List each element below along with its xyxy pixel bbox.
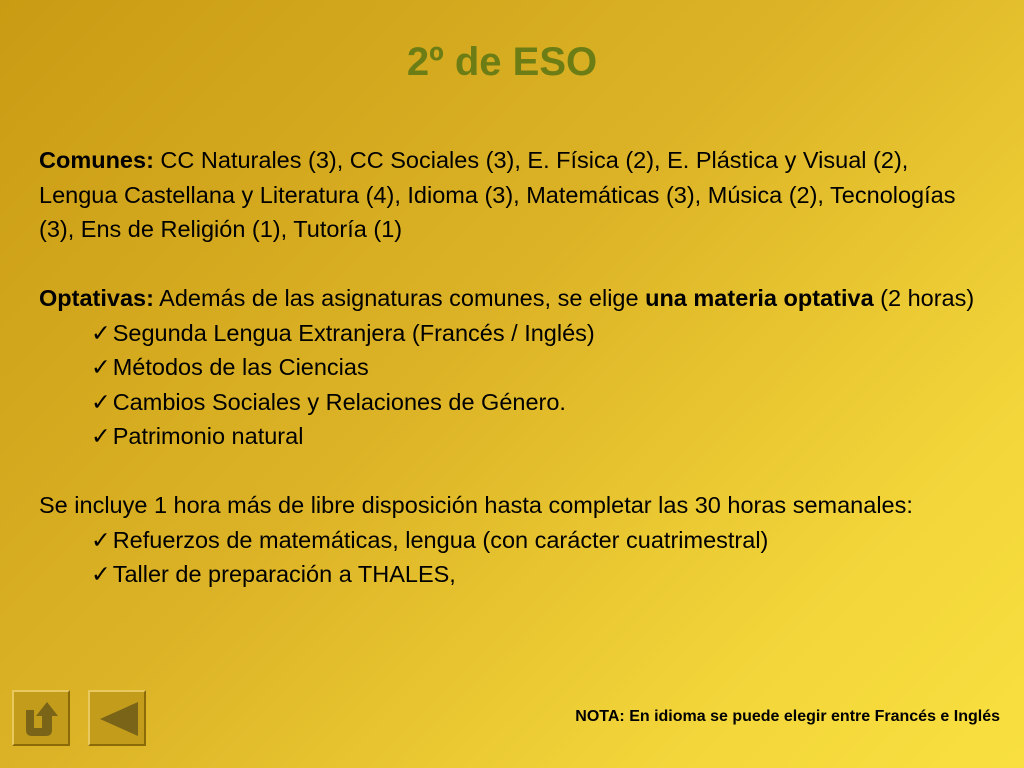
optativas-label: Optativas: [39,285,154,311]
check-icon: ✓ [91,388,111,415]
comunes-text: CC Naturales (3), CC Sociales (3), E. Física (2), E. Plástica y Visual (2), Lengua Castellana y Literatura (4), Idioma (3), Matemáticas (3), Música (2), Tecnologías (3), Ens de Religión (1), Tutoría (1) [39,147,956,242]
left-triangle-icon [90,692,146,746]
optativas-emphasis: una materia optativa [645,285,874,311]
check-icon: ✓ [91,423,111,449]
slide-content [39,143,979,592]
list-item-label: Segunda Lengua Extranjera (Francés / Inglés) [112,319,595,346]
list-item [91,385,979,420]
check-icon: ✓ [91,319,111,346]
comunes-paragraph [39,143,979,247]
note-text: NOTA: En idioma se puede elegir entre Francés e Inglés [575,708,1000,725]
list-item-label: Métodos de las Ciencias [112,354,369,380]
list-item-label: Refuerzos de matemáticas, lengua (con carácter cuatrimestral) [112,526,769,553]
list-item [91,557,979,592]
list-item [91,350,979,385]
optativas-paragraph [39,281,979,316]
return-arrow-icon [14,692,70,746]
list-item [91,419,979,454]
list-item [91,523,979,558]
list-item-label: Taller de preparación a THALES, [112,561,456,587]
return-button[interactable] [12,690,70,746]
list-item [91,316,979,351]
optativas-text: Además de las asignaturas comunes, se elige [153,285,646,311]
check-icon: ✓ [91,561,111,587]
slide-title: 2º de ESO [406,40,598,84]
spacer [39,247,979,282]
comunes-label: Comunes: [39,147,154,173]
back-button[interactable] [88,690,146,746]
list-item-label: Cambios Sociales y Relaciones de Género. [112,388,566,415]
check-icon: ✓ [91,526,111,553]
optativas-hours: (2 horas) [873,285,975,311]
check-icon: ✓ [91,354,111,380]
list-item-label: Patrimonio natural [112,423,304,449]
optativas-list [39,316,979,454]
spacer [39,454,979,489]
libre-list [39,523,979,592]
libre-paragraph: Se incluye 1 hora más de libre disposición hasta completar las 30 horas semanales: [39,492,913,518]
